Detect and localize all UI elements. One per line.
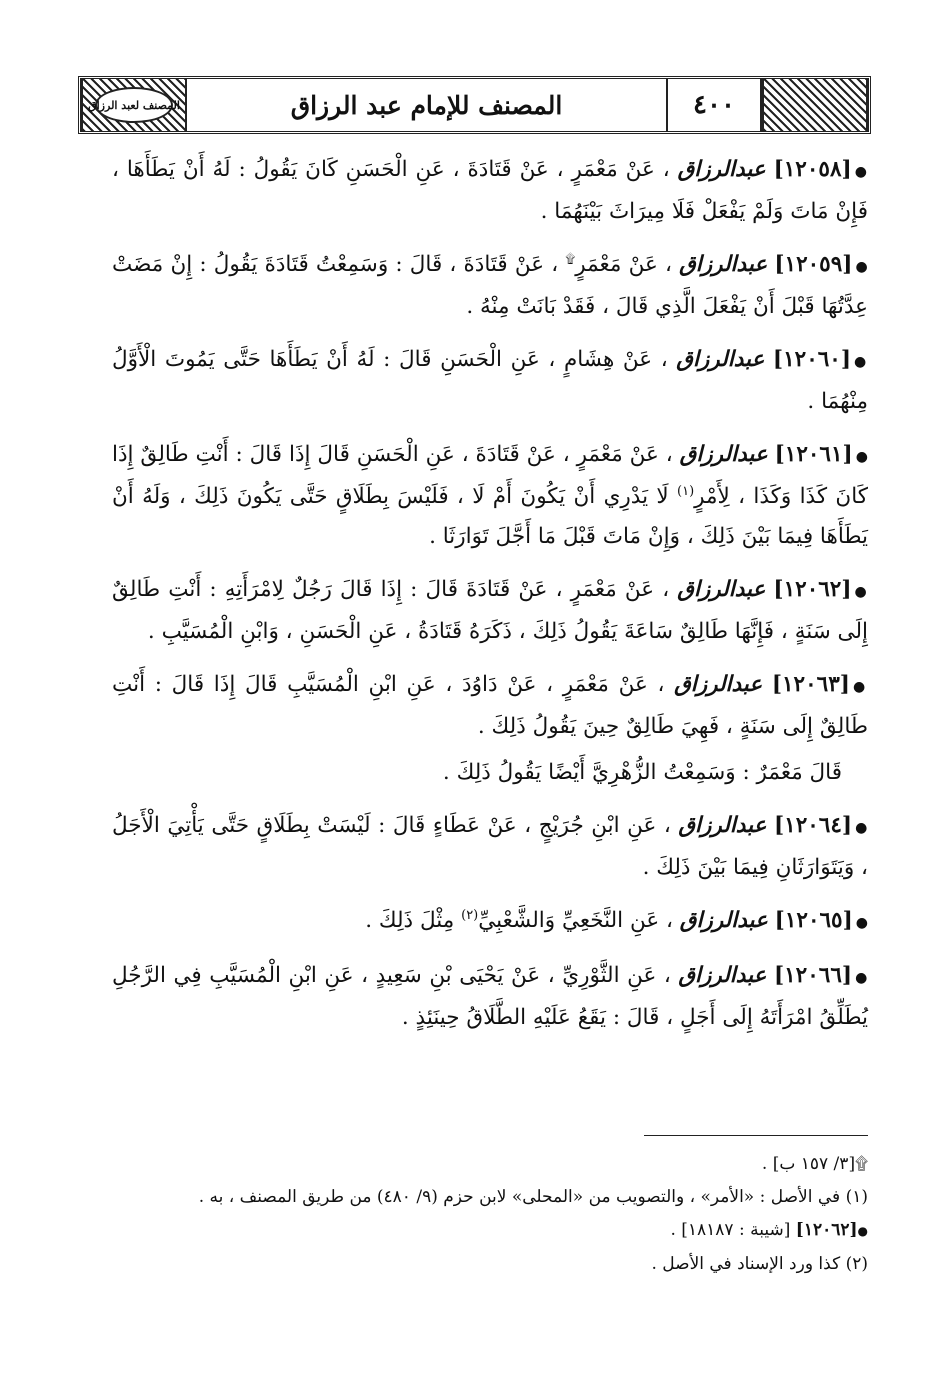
author-name: عبدالرزاق: [677, 577, 766, 602]
footnote-marker[interactable]: (٢): [461, 907, 479, 923]
bullet-icon: ●: [855, 915, 868, 931]
entry-number: [١٢٠٦٣]: [771, 672, 850, 697]
entry-text-continued: لَا يَدْرِي أَنْ يَكُونَ أَمْ لَا ، فَلَيْسَ بِطَلَاقٍ حَتَّى يَكُونَ ذَلِكَ ، وَلَهُ أَنْ يَطَأَهَا فِيمَا بَيْنَ ذَلِكَ ، وَإِنْ مَاتَ قَبْلَ مَا أَجَّلَ تَوَارَثَا .: [112, 484, 868, 549]
entry-text: ، عَنْ مَعْمَرٍ: [575, 252, 672, 277]
page-header: [78, 76, 871, 134]
author-name: عبدالرزاق: [678, 963, 767, 988]
footnote-separator: [644, 1135, 868, 1136]
emblem: المصنف لعبد الرزاق: [95, 87, 173, 123]
bullet-icon: ●: [854, 584, 869, 600]
footnote-folio: ۩[٣/ ١٥٧ ب] .: [761, 1154, 868, 1174]
bullet-icon: ●: [855, 449, 869, 465]
hadith-entry: [112, 245, 868, 327]
author-name: عبدالرزاق: [676, 347, 765, 372]
author-name: عبدالرزاق: [679, 908, 768, 933]
entry-number: [١٢٠٦١]: [774, 442, 853, 467]
author-name: عبدالرزاق: [678, 813, 767, 838]
entry-number: [١٢٠٦٠]: [772, 347, 852, 372]
author-name: عبدالرزاق: [674, 672, 763, 697]
entry-text: ، عَنِ النَّخَعِيِّ وَالشَّعْبِيِّ: [478, 908, 673, 933]
author-name: عبدالرزاق: [679, 252, 768, 277]
narrator-note: قَالَ مَعْمَرٌ : وَسَمِعْتُ الزُّهْرِيَّ أَيْضًا يَقُولُ ذَلِكَ .: [442, 760, 842, 785]
cross-ref-text: [شيبة : ١٨١٨٧] .: [670, 1220, 791, 1240]
manuscript-mark-icon: ۩: [565, 251, 576, 267]
footnote-2: (٢) كذا ورد الإسناد في الأصل .: [651, 1254, 868, 1274]
bullet-icon: ●: [852, 679, 868, 695]
entry-number: [١٢٠٦٥]: [774, 908, 853, 933]
hadith-entry: [112, 806, 868, 888]
footnote-marker[interactable]: (١): [677, 483, 695, 499]
entry-number: [١٢٠٥٩]: [774, 252, 853, 277]
cross-ref-number: [١٢٠٦٢]: [795, 1220, 858, 1240]
entry-text: ، عَنْ هِشَامٍ ، عَنِ الْحَسَنِ قَالَ : لَهُ أَنْ يَطَأَهَا حَتَّى يَمُوتَ الْأَوَّلُ مِنْهُمَا .: [112, 347, 868, 414]
hadith-entry: [112, 901, 868, 943]
bullet-icon: ●: [854, 354, 869, 370]
hadith-entry: [112, 570, 868, 652]
entry-text: ، عَنِ الثَّوْرِيِّ ، عَنْ يَحْيَى بْنِ سَعِيدٍ ، عَنِ ابْنِ الْمُسَيَّبِ فِي الرَّجُلِ يُطَلِّقُ امْرَأَتَهُ إِلَى أَجَلٍ ، قَالَ : يَقَعُ عَلَيْهِ الطَّلَاقُ حِينَئِذٍ .: [112, 963, 868, 1030]
footnote-cross-reference: [112, 1214, 868, 1248]
bullet-icon: ●: [857, 1224, 868, 1238]
header-ornament-right: [762, 79, 868, 131]
bullet-icon: ●: [855, 820, 868, 836]
hadith-entry: [112, 150, 868, 232]
entry-number: [١٢٠٦٦]: [773, 963, 853, 988]
hadith-entry: [112, 340, 868, 422]
main-text: [112, 150, 868, 1051]
entry-number: [١٢٠٥٨]: [773, 157, 852, 182]
bullet-icon: ●: [855, 259, 869, 275]
entry-text: ، عَنْ مَعْمَرٍ ، عَنْ قَتَادَةَ ، عَنِ الْحَسَنِ قَالَ إِذَا قَالَ : أَنْتِ طَالِقٌ إِذَا كَانَ كَذَا وَكَذَا ، لِأَمْرٍ: [112, 442, 868, 509]
author-name: عبدالرزاق: [677, 157, 766, 182]
bullet-icon: ●: [854, 164, 868, 180]
entry-text-continued: ، عَنْ قَتَادَةَ ، قَالَ : وَسَمِعْتُ قَتَادَةَ يَقُولُ : إِنْ مَضَتْ عِدَّتُهَا قَبْلَ أَنْ يَفْعَلَ الَّذِي قَالَ ، فَقَدْ بَانَتْ مِنْهُ .: [112, 252, 868, 319]
hadith-entry: [112, 435, 868, 557]
page-number: ٤٠٠: [666, 79, 762, 131]
header-ornament-left: [81, 79, 187, 131]
running-title: المصنف للإمام عبد الرزاق: [290, 90, 563, 120]
entry-text: ، عَنْ مَعْمَرٍ ، عَنْ دَاوُدَ ، عَنِ ابْنِ الْمُسَيَّبِ قَالَ إِذَا قَالَ : أَنْتِ طَالِقٌ إِلَى سَنَةٍ ، فَهِيَ طَالِقٌ حِينَ يَقُولُ ذَلِكَ .: [112, 672, 868, 739]
entry-text-continued: مِثْلَ ذَلِكَ .: [365, 908, 455, 933]
footnotes: [112, 1148, 868, 1281]
entry-text: ، عَنْ مَعْمَرٍ ، عَنْ قَتَادَةَ قَالَ : إِذَا قَالَ رَجُلٌ لِامْرَأَتِهِ : أَنْتِ طَالِقٌ إِلَى سَنَةٍ ، فَإِنَّهَا طَالِقٌ سَاعَةَ يَقُولُ ذَلِكَ ، ذَكَرَهُ قَتَادَةُ ، عَنِ الْحَسَنِ ، وَابْنِ الْمُسَيَّبِ .: [112, 577, 868, 644]
entry-number: [١٢٠٦٢]: [773, 577, 852, 602]
entry-number: [١٢٠٦٤]: [773, 813, 853, 838]
footnote-1: (١) في الأصل : «الأمر» ، والتصويب من «المحلى» لابن حزم (٩/ ٤٨٠) من طريق المصنف ، به .: [198, 1187, 868, 1207]
entry-text: ، عَنِ ابْنِ جُرَيْجٍ ، عَنْ عَطَاءٍ قَالَ : لَيْسَتْ بِطَلَاقٍ حَتَّى يَأْتِيَ الْأَجَلُ ، وَيَتَوَارَثَانِ فِيمَا بَيْنَ ذَلِكَ .: [112, 813, 868, 880]
author-name: عبدالرزاق: [679, 442, 768, 467]
bullet-icon: ●: [855, 970, 868, 986]
entry-text: ، عَنْ مَعْمَرٍ ، عَنْ قَتَادَةَ ، عَنِ الْحَسَنِ كَانَ يَقُولُ : لَهُ أَنْ يَطَأَهَا ، فَإِنْ مَاتَ وَلَمْ يَفْعَلْ فَلَا مِيرَاثَ بَيْنَهُمَا .: [112, 157, 868, 224]
hadith-entry: [112, 956, 868, 1038]
hadith-entry: [112, 665, 868, 747]
